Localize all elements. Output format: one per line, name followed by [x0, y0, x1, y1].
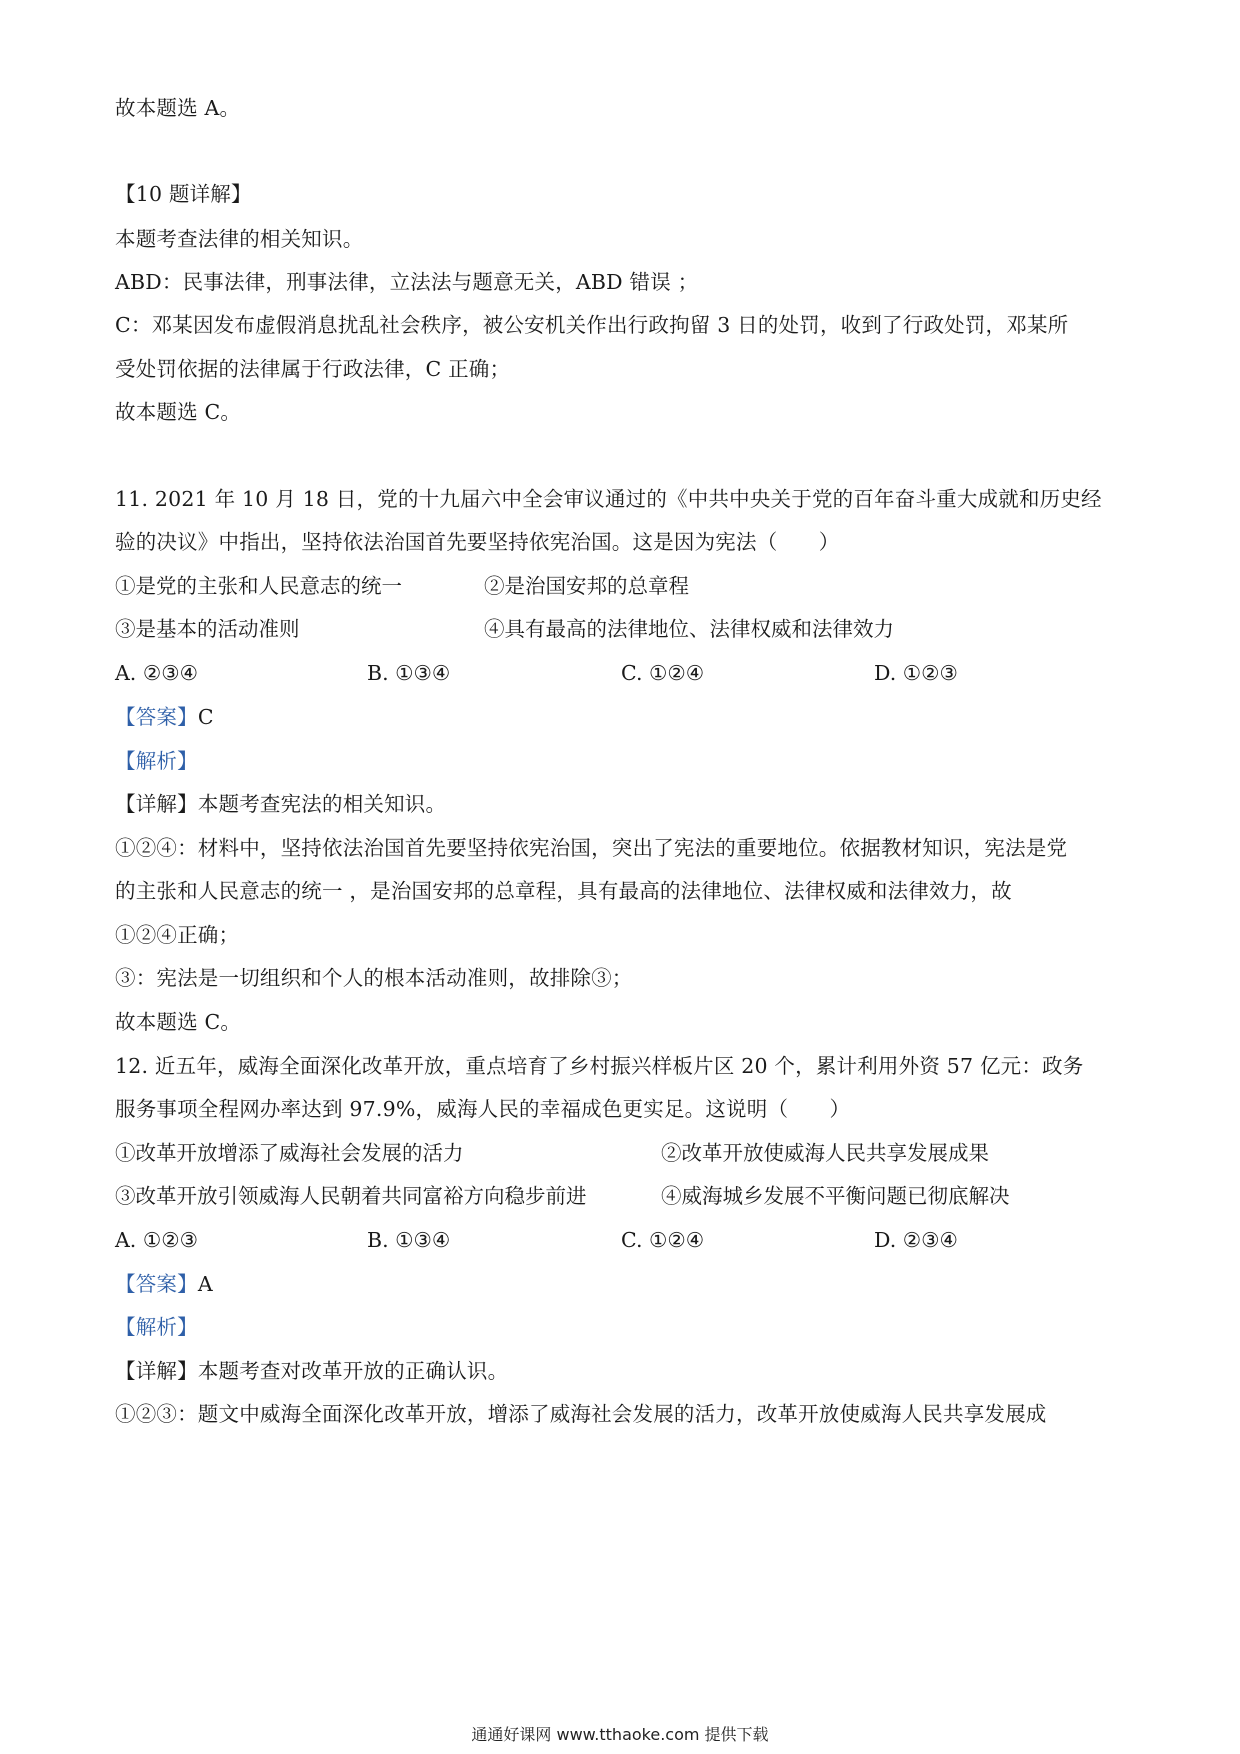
choice-c: C. ①②④: [621, 661, 705, 685]
explanation-line: 故本题选 C。: [115, 1010, 242, 1034]
detail-line: [115, 790, 446, 818]
statement: ②是治国安邦的总章程: [484, 574, 689, 598]
answer-tag: 【答案】: [115, 1272, 198, 1296]
answer-value: C: [197, 705, 214, 729]
text-line: 受处罚依据的法律属于行政法律，C 正确；: [115, 357, 511, 381]
text-line: 故本题选 A。: [115, 96, 241, 120]
explanation-line: ①②③：题文中威海全面深化改革开放，增添了威海社会发展的活力，改革开放使威海人民共享发展成: [115, 1402, 1047, 1426]
text-line: C：邓某因发布虚假消息扰乱社会秩序，被公安机关作出行政拘留 3 日的处罚，收到了行政处罚，邓某所: [115, 313, 1069, 337]
choice-b: B. ①③④: [367, 661, 451, 685]
detail-tag: 【详解】: [115, 792, 198, 816]
question-12-stem: 12. 近五年，威海全面深化改革开放，重点培育了乡村振兴样板片区 20 个，累计利用外资 57 亿元：政务: [115, 1054, 1084, 1078]
detail-tag: 【详解】: [115, 1359, 198, 1383]
statement: ④具有最高的法律地位、法律权威和法律效力: [484, 617, 894, 641]
question-11-stem: 11. 2021 年 10 月 18 日，党的十九届六中全会审议通过的《中共中央关于党的百年奋斗重大成就和历史经: [115, 487, 1102, 511]
statement: ③改革开放引领威海人民朝着共同富裕方向稳步前进: [115, 1184, 587, 1208]
choice-d: D. ②③④: [874, 1228, 958, 1252]
choice-d: D. ①②③: [874, 661, 958, 685]
answer-line: [115, 1270, 213, 1298]
choice-b: B. ①③④: [367, 1228, 451, 1252]
page-footer: 通通好课网 www.tthaoke.com 提供下载: [471, 1725, 769, 1744]
text-line: ABD：民事法律，刑事法律，立法法与题意无关，ABD 错误 ；: [115, 270, 699, 294]
explanation-line: 的主张和人民意志的统一 ，是治国安邦的总章程，具有最高的法律地位、法律权威和法律效力，故: [115, 879, 1012, 903]
choice-a: A. ①②③: [115, 1228, 198, 1252]
detail-text: 本题考查宪法的相关知识。: [197, 792, 447, 816]
question-11-stem: 验的决议》中指出，坚持依法治国首先要坚持依宪治国。这是因为宪法（ ）: [115, 530, 840, 554]
explanation-line: ①②④正确；: [115, 923, 240, 947]
question-12-stem: 服务事项全程网办率达到 97.9%，威海人民的幸福成色更实足。这说明（ ）: [115, 1097, 851, 1121]
section-heading-q10: 【10 题详解】: [115, 182, 252, 206]
statement: ③是基本的活动准则: [115, 617, 300, 641]
explanation-line: ③：宪法是一切组织和个人的根本活动准则，故排除③；: [115, 966, 633, 990]
choice-a: A. ②③④: [115, 661, 198, 685]
answer-tag: 【答案】: [115, 705, 198, 729]
explanation-line: ①②④：材料中，坚持依法治国首先要坚持依宪治国，突出了宪法的重要地位。依据教材知识，宪法是党: [115, 836, 1068, 860]
analysis-tag: 【解析】: [115, 1315, 198, 1339]
statement: ②改革开放使威海人民共享发展成果: [661, 1141, 989, 1165]
text-line: 本题考查法律的相关知识。: [115, 227, 364, 251]
choice-c: C. ①②④: [621, 1228, 705, 1252]
detail-text: 本题考查对改革开放的正确认识。: [197, 1359, 509, 1383]
analysis-tag: 【解析】: [115, 749, 198, 773]
answer-line: [115, 703, 214, 731]
statement: ④威海城乡发展不平衡问题已彻底解决: [661, 1184, 1010, 1208]
statement: ①是党的主张和人民意志的统一: [115, 574, 402, 598]
answer-value: A: [197, 1272, 213, 1296]
text-line: 故本题选 C。: [115, 400, 242, 424]
statement: ①改革开放增添了威海社会发展的活力: [115, 1141, 464, 1165]
detail-line: [115, 1357, 508, 1385]
